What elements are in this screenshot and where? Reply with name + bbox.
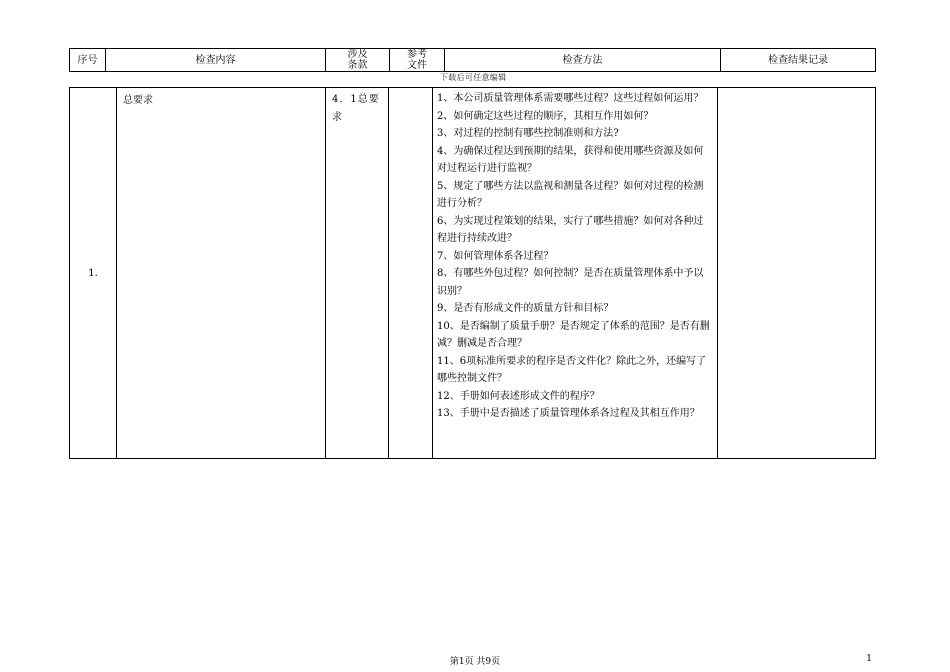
table-header	[69, 48, 876, 72]
method-item: 7、如何管理体系各过程？	[437, 250, 554, 262]
method-item: 1、本公司质量管理体系需要哪些过程？这些过程如何运用？	[437, 93, 704, 104]
table-row	[70, 88, 876, 459]
method-item: 13、手册中是否描述了质量管理体系各过程及其相互作用？	[437, 408, 700, 419]
row-content: 总要求	[117, 88, 326, 459]
method-item: 6、为实现过程策划的结果，实行了哪些措施？如何对各种过程进行持续改进？	[437, 215, 704, 244]
method-item: 2、如何确定这些过程的顺序，其相互作用如何？	[437, 110, 654, 122]
page-indicator: 第1页 共9页	[449, 657, 501, 667]
header-clause-line1: 涉及	[347, 49, 368, 60]
header-result: 检查结果记录	[721, 49, 876, 72]
method-item: 3、对过程的控制有哪些控制准则和方法?	[437, 128, 619, 139]
header-seq: 序号	[70, 49, 106, 72]
row-clause: 4．1总要求	[326, 88, 389, 459]
row-ref	[389, 88, 433, 459]
header-ref	[390, 49, 445, 72]
header-clause	[326, 49, 390, 72]
page-number: 1	[866, 654, 872, 664]
header-ref-line2: 文件	[407, 60, 427, 71]
edit-note: 下载后可任意编辑	[440, 73, 507, 82]
method-item: 11、6项标准所要求的程序是否文件化？除此之外，还编写了哪些控制文件？	[437, 355, 707, 384]
method-item: 5、规定了哪些方法以监视和测量各过程？如何对过程的检测进行分析？	[437, 180, 704, 209]
method-item: 9、是否有形成文件的质量方针和目标？	[437, 303, 614, 314]
row-result	[718, 88, 876, 459]
method-item: 10、是否编制了质量手册？是否规定了体系的范围？是否有删减？删减是否合理？	[437, 320, 710, 349]
row-seq: 1.	[70, 88, 117, 459]
inspection-table	[69, 87, 876, 459]
method-item: 12、手册如何表述形成文件的程序？	[437, 390, 600, 402]
method-item: 4、为确保过程达到预期的结果，获得和使用哪些资源及如何对过程运行进行监视？	[437, 145, 704, 174]
row-methods	[433, 88, 718, 459]
header-clause-line2: 条款	[347, 60, 368, 71]
header-method: 检查方法	[445, 49, 721, 72]
header-ref-line1: 参考	[407, 49, 427, 60]
header-content: 检查内容	[106, 49, 326, 72]
method-item: 8、有哪些外包过程？如何控制？是否在质量管理体系中予以识别？	[437, 268, 704, 297]
